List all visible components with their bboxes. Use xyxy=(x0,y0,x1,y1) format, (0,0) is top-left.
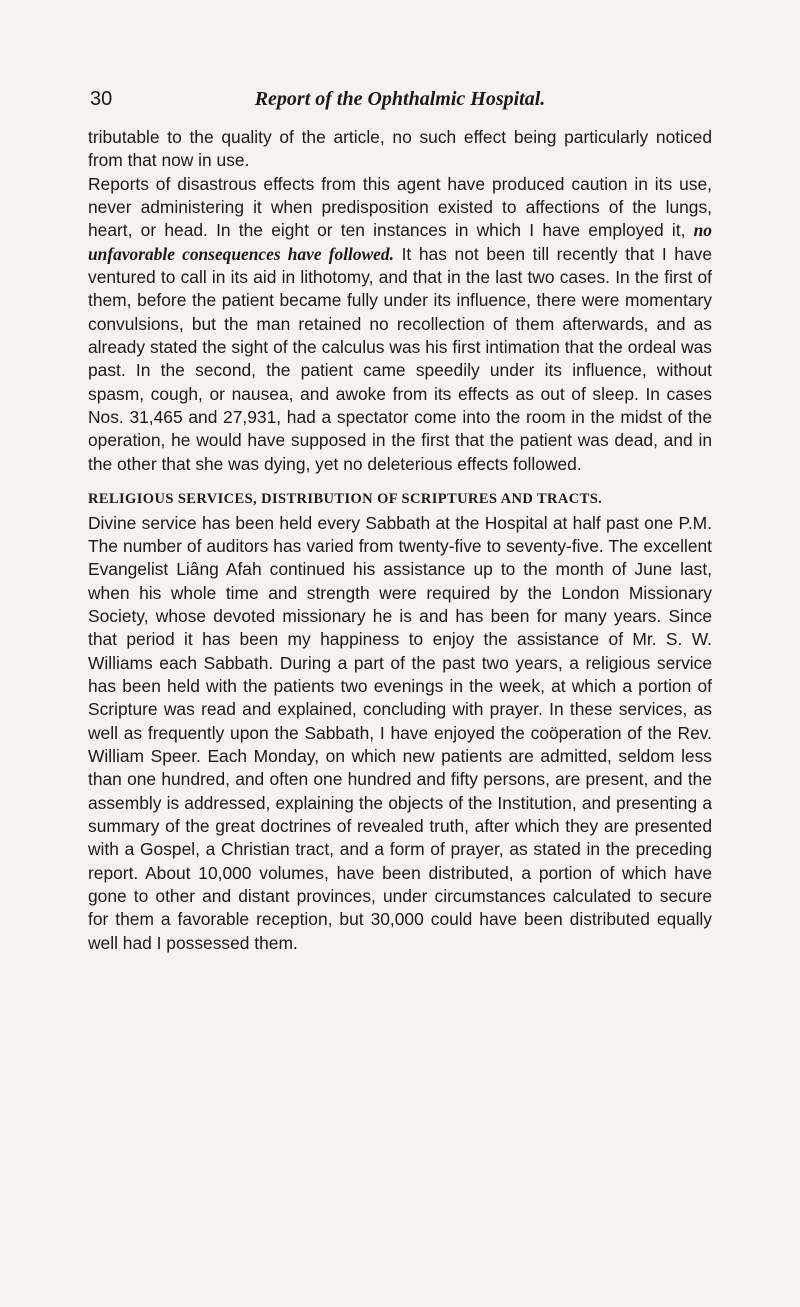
paragraph-religious-services: Divine service has been held every Sabbath at the Hospital at half past one P.M. The number of auditors has varied from twenty-five to seventy-five. The excellent Evangelist Liâng Afah continued his assistance up to the month of June last, when his whole time and strength were required by the London Missionary Society, whose devoted missionary he is and has been for many years. Since that period it has been my happiness to enjoy the assistance of Mr. S. W. Williams each Sabbath. During a part of the past two years, a religious service has been held with the patients two evenings in the week, at which a portion of Scripture was read and explained, concluding with prayer. In these services, as well as frequently upon the Sabbath, I have enjoyed the coöperation of the Rev. William Speer. Each Monday, on which new patients are admitted, seldom less than one hundred, and often one hundred and fifty persons, are present, and the assembly is addressed, explaining the objects of the Institution, and presenting a summary of the great doctrines of revealed truth, after which they are presented with a Gospel, a Christian tract, and a form of prayer, as stated in the preceding report. About 10,000 volumes, have been distributed, a portion of which have gone to other and distant provinces, under circumstances calculated to secure for them a favorable reception, but 30,000 could have been distributed equally well had I possessed them. xyxy=(88,512,712,953)
page-number: 30 xyxy=(90,88,113,110)
body-text xyxy=(88,126,712,955)
section-heading: RELIGIOUS SERVICES, DISTRIBUTION OF SCRIPTURES AND TRACTS. xyxy=(88,491,603,508)
paragraph-anesthesia-emphasis: no unfavorable consequences have followed. xyxy=(88,220,712,264)
paragraph-anesthesia-part-2: It has not been till recently that I have ventured to call in its aid in lithotomy, and that in the last two cases. In the first of them, before the patient became fully under its influence, there were momentary convulsions, but the man retained no recollection of them afterwards, and as already stated the sight of the calculus was his first intimation that the ordeal was past. In the second, the patient came speedily under its influence, without spasm, cough, or nausea, and awoke from its effects as out of sleep. In cases Nos. 31,465 and 27,931, had a spectator come into the room in the midst of the operation, he would have supposed in the first that the patient was dead, and in the other that she was dying, yet no deleterious effects followed. xyxy=(88,243,713,474)
paragraph-continuation: tributable to the quality of the article, no such effect being particularly noticed from that now in use. xyxy=(88,127,712,171)
page-header xyxy=(90,88,710,116)
running-title: Report of the Ophthalmic Hospital. xyxy=(254,88,546,110)
paragraph-anesthesia xyxy=(88,173,712,476)
paragraph-anesthesia-part-1: Reports of disastrous effects from this agent have produced caution in its use, never administering it when predisposition existed to affections of the lungs, heart, or head. In the eight or ten instances in which I have employed it, xyxy=(88,173,712,241)
